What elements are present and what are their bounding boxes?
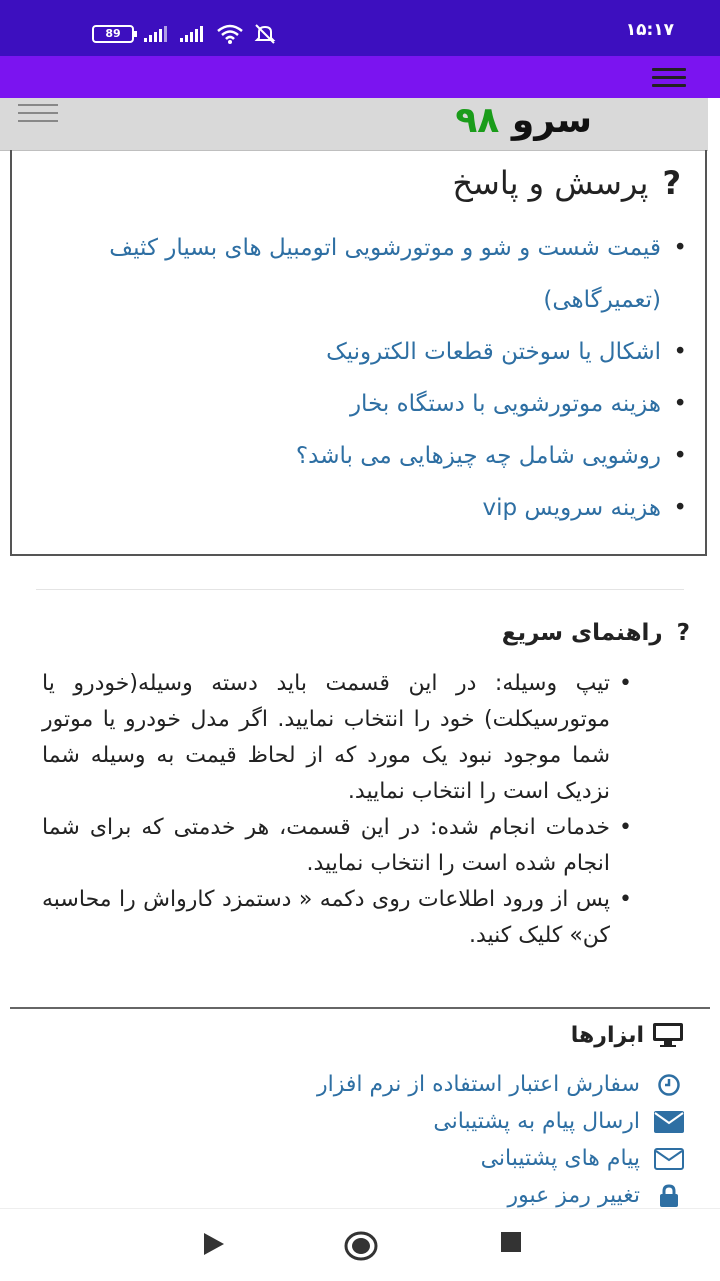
site-logo[interactable] bbox=[455, 100, 592, 141]
site-header bbox=[0, 98, 708, 151]
hamburger-icon[interactable] bbox=[18, 104, 58, 124]
battery-icon: 89 bbox=[92, 25, 134, 43]
faq-link[interactable]: روشویی شامل چه چیزهایی می باشد؟ bbox=[295, 443, 661, 469]
list-item: • پس از ورود اطلاعات روی دکمه « دستمزد کارواش را محاسبه کن» کلیک کنید. bbox=[42, 882, 610, 954]
faq-panel bbox=[10, 150, 707, 556]
back-icon[interactable] bbox=[202, 1231, 226, 1257]
list-item bbox=[61, 326, 661, 378]
faq-link[interactable]: هزینه موتورشویی با دستگاه بخار bbox=[349, 391, 661, 417]
guide-title-text: راهنمای سریع bbox=[501, 620, 663, 646]
guide-list bbox=[42, 666, 610, 954]
tools-title bbox=[571, 1022, 684, 1048]
tools-list bbox=[317, 1066, 684, 1214]
tool-link-support-messages[interactable] bbox=[317, 1140, 684, 1177]
divider bbox=[36, 589, 684, 590]
signal-icon bbox=[144, 26, 170, 42]
list-item: • خدمات انجام شده: در این قسمت، هر خدمتی که برای شما انجام شده است را انتخاب نمایید. bbox=[42, 810, 610, 882]
list-item: • تیپ وسیله: در این قسمت باید دسته وسیله(خودرو یا موتورسیکلت) خود را انتخاب نمایید. اگر مدل خودرو یا موتور شما موجود نبود یک مورد که از لحاظ قیمت به وسیله شما نزدیک است را انتخاب نمایید. bbox=[42, 666, 610, 810]
tool-label: پیام های پشتیبانی bbox=[480, 1146, 640, 1171]
envelope-filled-icon bbox=[654, 1111, 684, 1133]
home-icon[interactable] bbox=[344, 1231, 378, 1261]
clock-icon bbox=[654, 1073, 684, 1097]
guide-title bbox=[502, 620, 690, 646]
recents-icon[interactable] bbox=[500, 1231, 522, 1253]
faq-title bbox=[452, 164, 681, 202]
list-item bbox=[61, 378, 661, 430]
faq-list bbox=[61, 222, 661, 534]
tool-label: سفارش اعتبار استفاده از نرم افزار bbox=[316, 1072, 640, 1097]
system-nav-bar bbox=[0, 1208, 720, 1281]
tool-link-order-credit[interactable] bbox=[317, 1066, 684, 1103]
divider bbox=[10, 1007, 710, 1009]
status-icons bbox=[92, 22, 276, 46]
faq-link[interactable]: هزینه سرویس vip bbox=[482, 495, 661, 521]
list-item bbox=[61, 222, 661, 326]
list-item bbox=[61, 482, 661, 534]
faq-link[interactable]: اشکال یا سوختن قطعات الکترونیک bbox=[326, 339, 661, 365]
status-bar bbox=[0, 0, 720, 56]
monitor-icon bbox=[652, 1022, 684, 1048]
app-bar bbox=[0, 56, 720, 98]
faq-link[interactable]: قیمت شست و شو و موتورشویی اتومبیل های بسیار کثیف (تعمیرگاهی) bbox=[109, 235, 661, 313]
logo-number: ۹۸ bbox=[455, 100, 500, 141]
hamburger-icon[interactable] bbox=[652, 68, 686, 88]
signal-icon bbox=[180, 26, 206, 42]
lock-icon bbox=[654, 1184, 684, 1208]
logo-word: سرو bbox=[511, 100, 592, 141]
envelope-outline-icon bbox=[654, 1148, 684, 1170]
question-icon: ? bbox=[662, 164, 681, 202]
tool-label: ارسال پیام به پشتیبانی bbox=[433, 1109, 640, 1134]
tools-title-text: ابزارها bbox=[570, 1022, 644, 1048]
list-item bbox=[61, 430, 661, 482]
tool-link-send-message[interactable] bbox=[317, 1103, 684, 1140]
status-time: ۱۵:۱۷ bbox=[625, 20, 674, 40]
question-icon: ? bbox=[676, 620, 690, 646]
tool-label: تغییر رمز عبور bbox=[507, 1183, 640, 1208]
bell-muted-icon bbox=[254, 23, 276, 45]
faq-title-text: پرسش و پاسخ bbox=[452, 164, 649, 202]
wifi-icon bbox=[216, 24, 244, 44]
